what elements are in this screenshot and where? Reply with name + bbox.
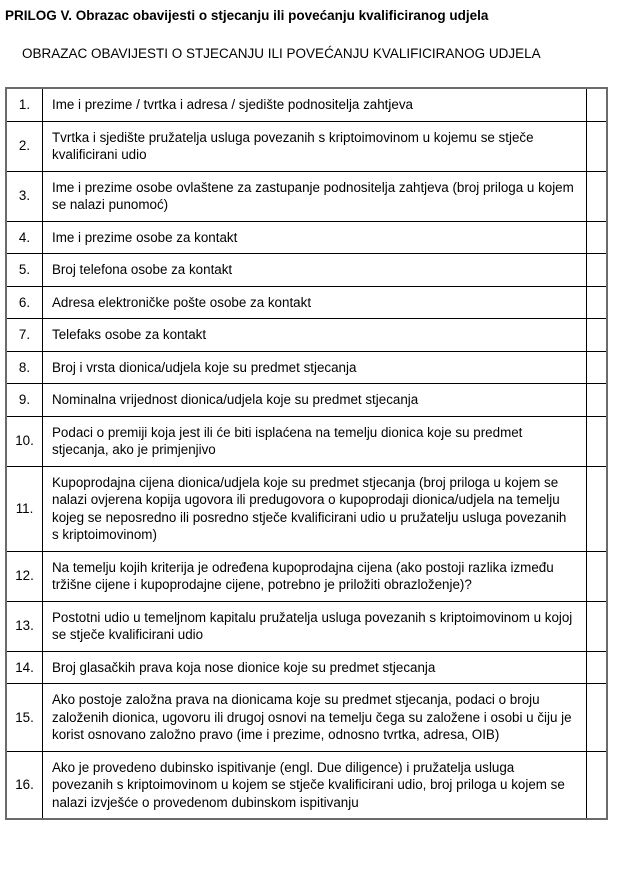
table-row (6, 121, 607, 171)
row-label: Podaci o premiji koja jest ili će biti isplaćena na temelju dionica koje su predmet stjecanja, ako je primjenjivo (43, 416, 587, 466)
row-value-cell (587, 88, 608, 121)
row-number: 9. (6, 384, 43, 417)
row-number: 2. (6, 121, 43, 171)
row-label: Ako postoje založna prava na dionicama koje su predmet stjecanja, podaci o broju založenih dionica, ugovoru ili drugoj osnovi na temelju čega su založene i osobi u čiju je korist osnovano založno pravo (ime i prezime, odnosno tvrtka, adresa, OIB) (43, 684, 587, 752)
row-value-cell (587, 551, 608, 601)
row-value-cell (587, 351, 608, 384)
row-label: Ime i prezime osobe ovlaštene za zastupanje podnositelja zahtjeva (broj priloga u kojem se nalazi punomoć) (43, 171, 587, 221)
row-number: 14. (6, 651, 43, 684)
row-number: 8. (6, 351, 43, 384)
table-row (6, 254, 607, 287)
row-value-cell (587, 751, 608, 819)
row-value-cell (587, 651, 608, 684)
row-number: 1. (6, 88, 43, 121)
row-number: 12. (6, 551, 43, 601)
table-row (6, 651, 607, 684)
row-label: Ime i prezime osobe za kontakt (43, 221, 587, 254)
table-row (6, 286, 607, 319)
row-value-cell (587, 221, 608, 254)
row-number: 16. (6, 751, 43, 819)
row-number: 13. (6, 601, 43, 651)
row-value-cell (587, 319, 608, 352)
row-value-cell (587, 466, 608, 551)
table-row (6, 751, 607, 819)
row-label: Nominalna vrijednost dionica/udjela koje su predmet stjecanja (43, 384, 587, 417)
table-row (6, 319, 607, 352)
form-heading: OBRAZAC OBAVIJESTI O STJECANJU ILI POVEĆANJU KVALIFICIRANOG UDJELA (22, 46, 541, 61)
row-label: Broj telefona osobe za kontakt (43, 254, 587, 287)
row-label: Telefaks osobe za kontakt (43, 319, 587, 352)
row-value-cell (587, 684, 608, 752)
table-row (6, 601, 607, 651)
table-row (6, 551, 607, 601)
row-label: Adresa elektroničke pošte osobe za kontakt (43, 286, 587, 319)
table-row (6, 351, 607, 384)
table-row (6, 416, 607, 466)
row-number: 15. (6, 684, 43, 752)
page-title: PRILOG V. Obrazac obavijesti o stjecanju ili povećanju kvalificiranog udjela (5, 8, 489, 23)
row-label: Kupoprodajna cijena dionica/udjela koje su predmet stjecanja (broj priloga u kojem se nalazi ovjerena kopija ugovora ili predugovora o kupoprodaji dionica/udjela na temelju kojeg se neposredno ili posredno stječe kvalificirani udio u pružatelju usluga povezanih s kriptoimovinom) (43, 466, 587, 551)
form-table (5, 87, 608, 820)
row-value-cell (587, 121, 608, 171)
table-row (6, 88, 607, 121)
row-number: 10. (6, 416, 43, 466)
row-label: Ime i prezime / tvrtka i adresa / sjedište podnositelja zahtjeva (43, 88, 587, 121)
row-value-cell (587, 254, 608, 287)
table-row (6, 684, 607, 752)
table-row (6, 171, 607, 221)
row-value-cell (587, 601, 608, 651)
row-value-cell (587, 384, 608, 417)
row-value-cell (587, 171, 608, 221)
row-value-cell (587, 286, 608, 319)
table-row (6, 384, 607, 417)
row-label: Broj i vrsta dionica/udjela koje su predmet stjecanja (43, 351, 587, 384)
form-table-body (6, 88, 607, 819)
table-row (6, 466, 607, 551)
row-label: Postotni udio u temeljnom kapitalu pružatelja usluga povezanih s kriptoimovinom u kojoj se stječe kvalificirani udio (43, 601, 587, 651)
table-row (6, 221, 607, 254)
row-number: 4. (6, 221, 43, 254)
row-label: Tvrtka i sjedište pružatelja usluga povezanih s kriptoimovinom u kojemu se stječe kvalificirani udio (43, 121, 587, 171)
row-number: 5. (6, 254, 43, 287)
row-label: Na temelju kojih kriterija je određena kupoprodajna cijena (ako postoji razlika između tržišne cijene i kupoprodajne cijene, potrebno je priložiti obrazloženje)? (43, 551, 587, 601)
row-number: 6. (6, 286, 43, 319)
row-number: 3. (6, 171, 43, 221)
row-number: 7. (6, 319, 43, 352)
row-label: Ako je provedeno dubinsko ispitivanje (engl. Due diligence) i pružatelja usluga povezanih s kriptoimovinom u kojem se stječe kvalificirani udio, broj priloga u kojem se nalazi izvješće o provedenom dubinskom ispitivanju (43, 751, 587, 819)
row-label: Broj glasačkih prava koja nose dionice koje su predmet stjecanja (43, 651, 587, 684)
row-value-cell (587, 416, 608, 466)
row-number: 11. (6, 466, 43, 551)
